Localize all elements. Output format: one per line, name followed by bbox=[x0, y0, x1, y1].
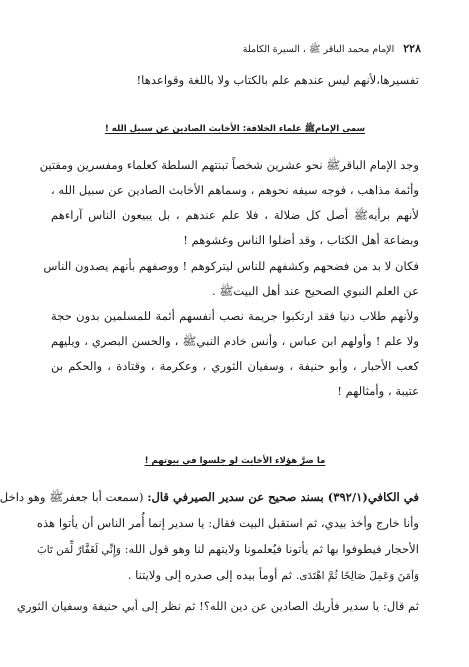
section-heading-1 bbox=[1, 122, 469, 136]
paragraph-line: وجد الإمام الباقرﷺ نحو عشرين شخصاً تبنتهم السلطة كعلماء ومفسرين ومفتين bbox=[39, 158, 419, 172]
quran-verse-part-2: وَآمَنَ وَعَمِلَ صَالِحًا ثُمَّ اهْتَدَى bbox=[299, 570, 419, 582]
paragraph-line: ولأنهم طلاب دنيا فقد ارتكبوا جريمة نصب أنفسهم أئمة للمسلمين بدون حجة bbox=[51, 309, 419, 323]
running-title: الإمام محمد الباقر ﷺ ، السيرة الكاملة bbox=[242, 44, 395, 55]
book-page bbox=[1, 0, 469, 667]
citation-source: في الكافي(٣٩٢/١) بسند صحيح عن سدير الصيرفي قال: bbox=[147, 490, 419, 504]
paragraph-line: كعب الأحبار ، وأبو حنيفة ، وسفيان الثوري ، وعكرمة ، وقتادة ، والحكم بن bbox=[51, 359, 419, 373]
citation-quote-start: (سمعت أبا جعفرﷺ وهو داخل bbox=[0, 490, 148, 504]
paragraph-line: عتيبة ، وأمثالهم ! bbox=[337, 384, 419, 398]
paragraph-line-text: الأحجار فيطوفوا بها ثم يأتونا فيُعلمونا ولايتهم لنا وهو قول الله: bbox=[124, 542, 419, 556]
intro-line: تفسيرها،لأنهم ليس عندهم علم بالكتاب ولا باللغة وقواعدها! bbox=[136, 73, 419, 87]
paragraph-line: ولا علم ! وأولهم ابن عباس ، وأنس خادم النبيﷺ ، والحسن البصري ، ويليهم bbox=[51, 334, 419, 348]
paragraph-line bbox=[51, 565, 419, 586]
page-number: ٢٢٨ bbox=[403, 42, 421, 55]
running-header bbox=[49, 42, 421, 57]
paragraph-line: وأنا خارج وأخذ بيدي، ثم استقبل البيت فقال: يا سدير إنما أُمر الناس أن يأتوا هذه bbox=[36, 516, 419, 530]
paragraph-line: لأنهم برأيهﷺ أصل كل ضلالة ، فلا علم عندهم ، بل يبيعون الناس آراءهم bbox=[51, 208, 419, 222]
section-heading-2 bbox=[1, 454, 469, 468]
citation-line bbox=[0, 487, 419, 507]
section-heading-2-text: ما ضرَّ هؤلاء الأخابث لو جلسوا في بيوتهم ! bbox=[144, 456, 326, 466]
paragraph-line-text: . ثم أومأ بيده إلى صدره إلى ولايتنا . bbox=[127, 568, 300, 582]
paragraph-line: وأئمة مذاهب ، فوجه سيفه نحوهم ، وسماهم الأخابث الصادين عن سبيل الله ، bbox=[51, 183, 419, 197]
paragraph-line: وبضاعة أهل الكتاب ، وقد أضلوا الناس وغشوهم ! bbox=[183, 233, 419, 247]
quran-verse-part-1: وَإِنِّي لَغَفَّارٌ لِّمَن تَابَ bbox=[36, 544, 121, 556]
paragraph-line: ثم قال: يا سدير فأريك الصادين عن دين الله؟! ثم نظر إلى أبي حنيفة وسفيان الثوري bbox=[16, 599, 419, 613]
paragraph-line: فكان لا بد من فضحهم وكشفهم للناس ليتركوهم ! ووصفهم بأنهم يصدون الناس bbox=[43, 259, 419, 273]
section-heading-1-text: سمى الإمامﷺ علماء الخلافة: الأخابث الصادين عن سبيل الله ! bbox=[104, 124, 366, 134]
paragraph-line: عن العلم النبوي الصحيح عند أهل البيتﷺ . bbox=[212, 284, 419, 298]
paragraph-line bbox=[36, 539, 419, 560]
